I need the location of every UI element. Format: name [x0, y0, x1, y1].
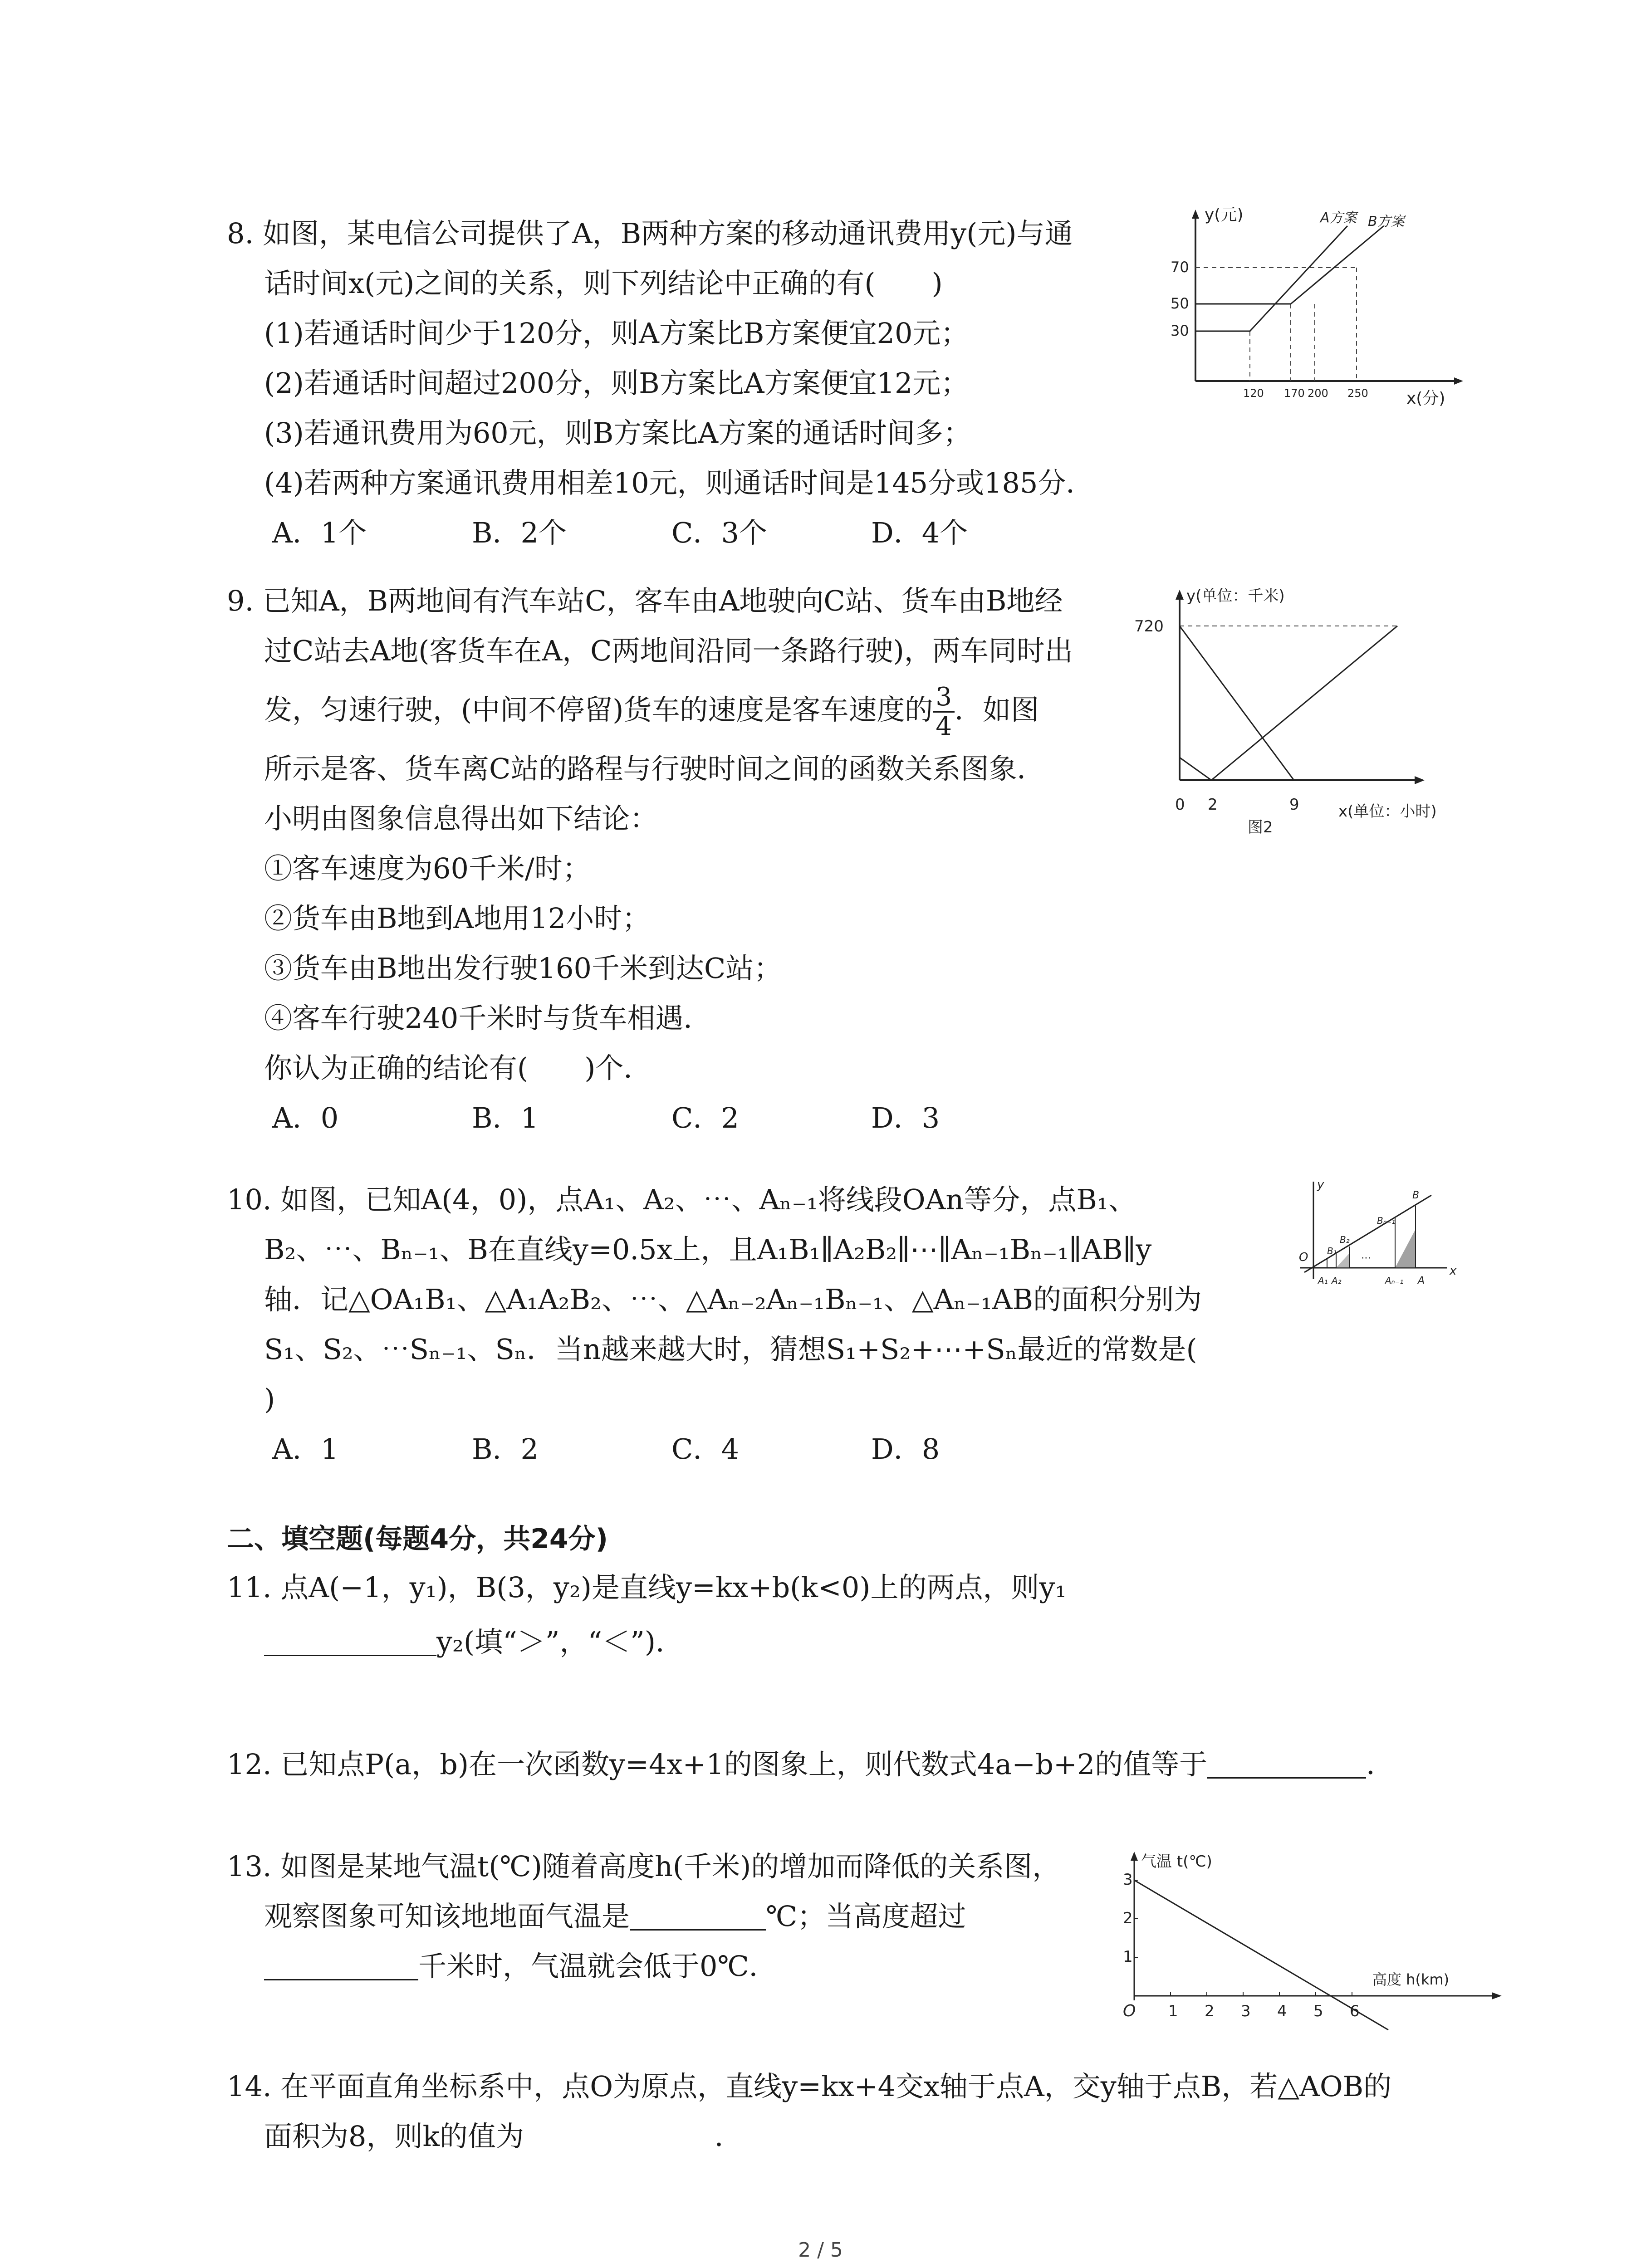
q8-line-4: (2)若通话时间超过200分，则B方案比A方案便宜12元； — [264, 367, 969, 400]
q13-figure — [1107, 1846, 1506, 2037]
q13-line-2-before: 观察图象可知该地地面气温是 — [264, 1900, 630, 1933]
q10-label-a2: A₂ — [1332, 1275, 1342, 1286]
q8-x-tick-120: 120 — [1243, 387, 1264, 400]
q9-line-bus — [1180, 626, 1294, 780]
q10-y-axis-label: y — [1317, 1178, 1324, 1192]
q8-legend-a: A方案 — [1320, 210, 1357, 226]
q13-y-tick-3: 3 — [1123, 1871, 1133, 1889]
question-13 — [227, 1842, 1060, 1991]
q8-x-tick-200: 200 — [1308, 387, 1328, 400]
q14-line-2 — [227, 2112, 1391, 2161]
q8-figure — [1171, 200, 1470, 413]
q9-fraction — [933, 683, 955, 741]
q8-line-3: (1)若通话时间少于120分，则A方案比B方案便宜20元； — [264, 317, 969, 350]
q12-line-1 — [227, 1740, 1394, 1789]
q14-line-2-text: 面积为8，则k的值为 — [264, 2120, 524, 2153]
q9-y-label: y(单位：千米) — [1186, 587, 1285, 605]
q9-option-d: D．3 — [871, 1101, 940, 1134]
page-number: 2 / 5 — [798, 2239, 843, 2262]
q13-line-2-after: ℃；当高度超过 — [766, 1900, 966, 1933]
q11-line-2-text: y₂(填“＞”，“＜”)． — [436, 1625, 684, 1658]
q8-line-2: 话时间x(元)之间的关系，则下列结论中正确的有( ) — [264, 267, 943, 300]
q9-figure — [1130, 581, 1506, 835]
question-12 — [227, 1740, 1394, 1789]
q14-answer-space[interactable] — [524, 2119, 715, 2146]
q10-origin-label: O — [1299, 1251, 1308, 1264]
q9-line-7: ②货车由B地到A地用12小时； — [264, 902, 651, 935]
q13-x-tick-4: 4 — [1277, 2002, 1287, 2020]
q9-line-3-after: ．如图 — [955, 693, 1039, 726]
q8-legend-b: B方案 — [1368, 214, 1405, 230]
q9-options — [227, 1093, 1073, 1143]
q9-frac-num: 3 — [933, 683, 955, 713]
q8-y-tick-50: 50 — [1171, 295, 1189, 312]
q8-option-c: C．3个 — [671, 516, 767, 549]
q12-text: 12. 已知点P(a，b)在一次函数y=4x+1的图象上，则代数式4a−b+2的值等于 — [227, 1748, 1208, 1781]
q13-y-tick-1: 1 — [1123, 1948, 1133, 1966]
q13-temp-blank[interactable] — [630, 1902, 766, 1931]
q9-option-b: B．1 — [472, 1101, 539, 1134]
q10-line-1: 10. 如图，已知A(4，0)，点A₁、A₂、⋯、Aₙ₋₁将线段OAn等分，点B₁、 — [227, 1183, 1136, 1216]
q9-line-truck — [1180, 626, 1397, 780]
q8-option-d: D．4个 — [871, 516, 968, 549]
q13-x-label: 高度 h(km) — [1372, 1971, 1450, 1988]
q10-line-2: B₂、⋯、Bₙ₋₁、B在直线y=0.5x上，且A₁B₁∥A₂B₂∥⋯∥Aₙ₋₁Bₙ₋₁∥AB∥y — [264, 1233, 1152, 1266]
q8-line-a — [1195, 226, 1347, 331]
q8-line-5: (3)若通讯费用为60元，则B方案比A方案的通话时间多； — [264, 416, 972, 450]
q9-x-tick-2: 2 — [1208, 796, 1218, 814]
q14-line-2-end: ． — [715, 2120, 743, 2153]
q10-line-3: 轴．记△OA₁B₁、△A₁A₂B₂、⋯、△Aₙ₋₂Aₙ₋₁Bₙ₋₁、△Aₙ₋₁AB的面积分别为 — [264, 1283, 1202, 1316]
q9-line-3 — [227, 676, 1073, 744]
q13-origin-label: O — [1123, 2002, 1136, 2020]
q14-line-1: 14. 在平面直角坐标系中，点O为原点，直线y=kx+4交x轴于点A，交y轴于点B，若△AOB的 — [227, 2070, 1392, 2103]
q10-label-b1: B₁ — [1327, 1246, 1337, 1256]
q9-x-tick-0: 0 — [1175, 796, 1185, 814]
q13-line-3-text: 千米时，气温就会低于0℃． — [418, 1950, 777, 1983]
q13-y-tick-2: 2 — [1123, 1909, 1133, 1927]
q10-options — [227, 1424, 1202, 1474]
q10-label-a1: A₁ — [1318, 1275, 1328, 1286]
q9-line-5: 小明由图象信息得出如下结论： — [264, 802, 658, 835]
q8-option-a: A．1个 — [272, 516, 367, 549]
q9-option-c: C．2 — [671, 1101, 739, 1134]
q9-line-1: 9. 已知A，B两地间有汽车站C，客车由A地驶向C站、货车由B地经 — [227, 584, 1063, 617]
q10-label-b: B — [1412, 1190, 1420, 1201]
q10-line-5: ) — [264, 1383, 275, 1416]
q11-line-2 — [227, 1613, 1066, 1672]
q13-x-tick-6: 6 — [1350, 2002, 1360, 2020]
q9-line-2: 过C站去A地(客货车在A，C两地间沿同一条路行驶)，两车同时出 — [264, 634, 1073, 667]
q8-y-tick-30: 30 — [1171, 322, 1189, 339]
section-2-heading: 二、填空题(每题4分，共24分) — [227, 1523, 608, 1555]
q12-end: ． — [1366, 1748, 1395, 1781]
q9-caption: 图2 — [1248, 818, 1273, 835]
q9-line-4: 所示是客、货车离C站的路程与行驶时间之间的函数关系图象． — [264, 752, 1045, 785]
q13-x-tick-5: 5 — [1313, 2002, 1323, 2020]
q10-option-c: C．4 — [671, 1432, 739, 1466]
q10-label-a: A — [1418, 1275, 1425, 1286]
q9-x-label: x(单位：小时) — [1338, 802, 1437, 821]
q13-y-label: 气温 t(℃) — [1141, 1853, 1212, 1871]
q11-answer-blank[interactable] — [264, 1628, 436, 1656]
q13-x-tick-2: 2 — [1205, 2002, 1215, 2020]
q9-line-10: 你认为正确的结论有( )个． — [264, 1051, 652, 1085]
q13-line-3 — [227, 1941, 1060, 1991]
q9-line-3-before: 发，匀速行驶，(中间不停留)货车的速度是客车速度的 — [264, 693, 933, 726]
q10-label-ellipsis: ⋯ — [1361, 1252, 1371, 1264]
q9-x-tick-9: 9 — [1289, 796, 1299, 814]
q8-x-label: x(分) — [1406, 389, 1445, 408]
question-8 — [227, 209, 1094, 558]
q8-options — [227, 508, 1094, 558]
q8-line-6: (4)若两种方案通讯费用相差10元，则通话时间是145分或185分． — [264, 466, 1094, 499]
q9-line-8: ③货车由B地出发行驶160千米到达C站； — [264, 952, 782, 985]
q13-height-blank[interactable] — [264, 1952, 418, 1980]
q9-line-9: ④客车行驶240千米时与货车相遇． — [264, 1002, 712, 1035]
q13-x-tick-1: 1 — [1168, 2002, 1178, 2020]
q10-line-4: S₁、S₂、⋯Sₙ₋₁、Sₙ．当n越来越大时，猜想S₁+S₂+⋯+Sₙ最近的常数是( — [264, 1333, 1197, 1366]
q8-line-b — [1195, 226, 1384, 304]
q10-option-b: B．2 — [472, 1432, 539, 1466]
q13-line-2 — [227, 1892, 1060, 1941]
q8-y-tick-70: 70 — [1171, 259, 1189, 276]
q9-line-6: ①客车速度为60千米/时； — [264, 852, 591, 885]
q13-line-1: 13. 如图是某地气温t(℃)随着高度h(千米)的增加而降低的关系图， — [227, 1850, 1061, 1883]
q12-answer-blank[interactable] — [1207, 1750, 1366, 1779]
question-14 — [227, 2062, 1391, 2161]
q9-frac-den: 4 — [936, 712, 952, 742]
q8-line-1: 8. 如图，某电信公司提供了A，B两种方案的移动通讯费用y(元)与通 — [227, 217, 1073, 250]
q10-label-an-1: Aₙ₋₁ — [1385, 1275, 1404, 1286]
question-10 — [227, 1175, 1202, 1474]
q8-x-tick-250: 250 — [1347, 387, 1368, 400]
q9-option-a: A．0 — [272, 1101, 339, 1134]
q10-option-a: A．1 — [272, 1432, 339, 1466]
q8-y-label: y(元) — [1205, 205, 1244, 224]
q11-line-1: 11. 点A(−1，y₁)，B(3，y₂)是直线y=kx+b(k<0)上的两点，则y₁ — [227, 1571, 1067, 1604]
q10-figure — [1286, 1170, 1459, 1288]
q10-option-d: D．8 — [871, 1432, 940, 1466]
q10-label-bn-1: Bₙ₋₁ — [1377, 1215, 1396, 1226]
question-11 — [227, 1563, 1066, 1672]
q13-x-tick-3: 3 — [1241, 2002, 1251, 2020]
q9-y-tick-720: 720 — [1134, 617, 1164, 635]
q8-option-b: B．2个 — [472, 516, 567, 549]
q8-x-tick-170: 170 — [1284, 387, 1305, 400]
question-9 — [227, 576, 1073, 1143]
q10-label-b2: B₂ — [1340, 1234, 1350, 1245]
q10-x-axis-label: x — [1450, 1264, 1457, 1278]
